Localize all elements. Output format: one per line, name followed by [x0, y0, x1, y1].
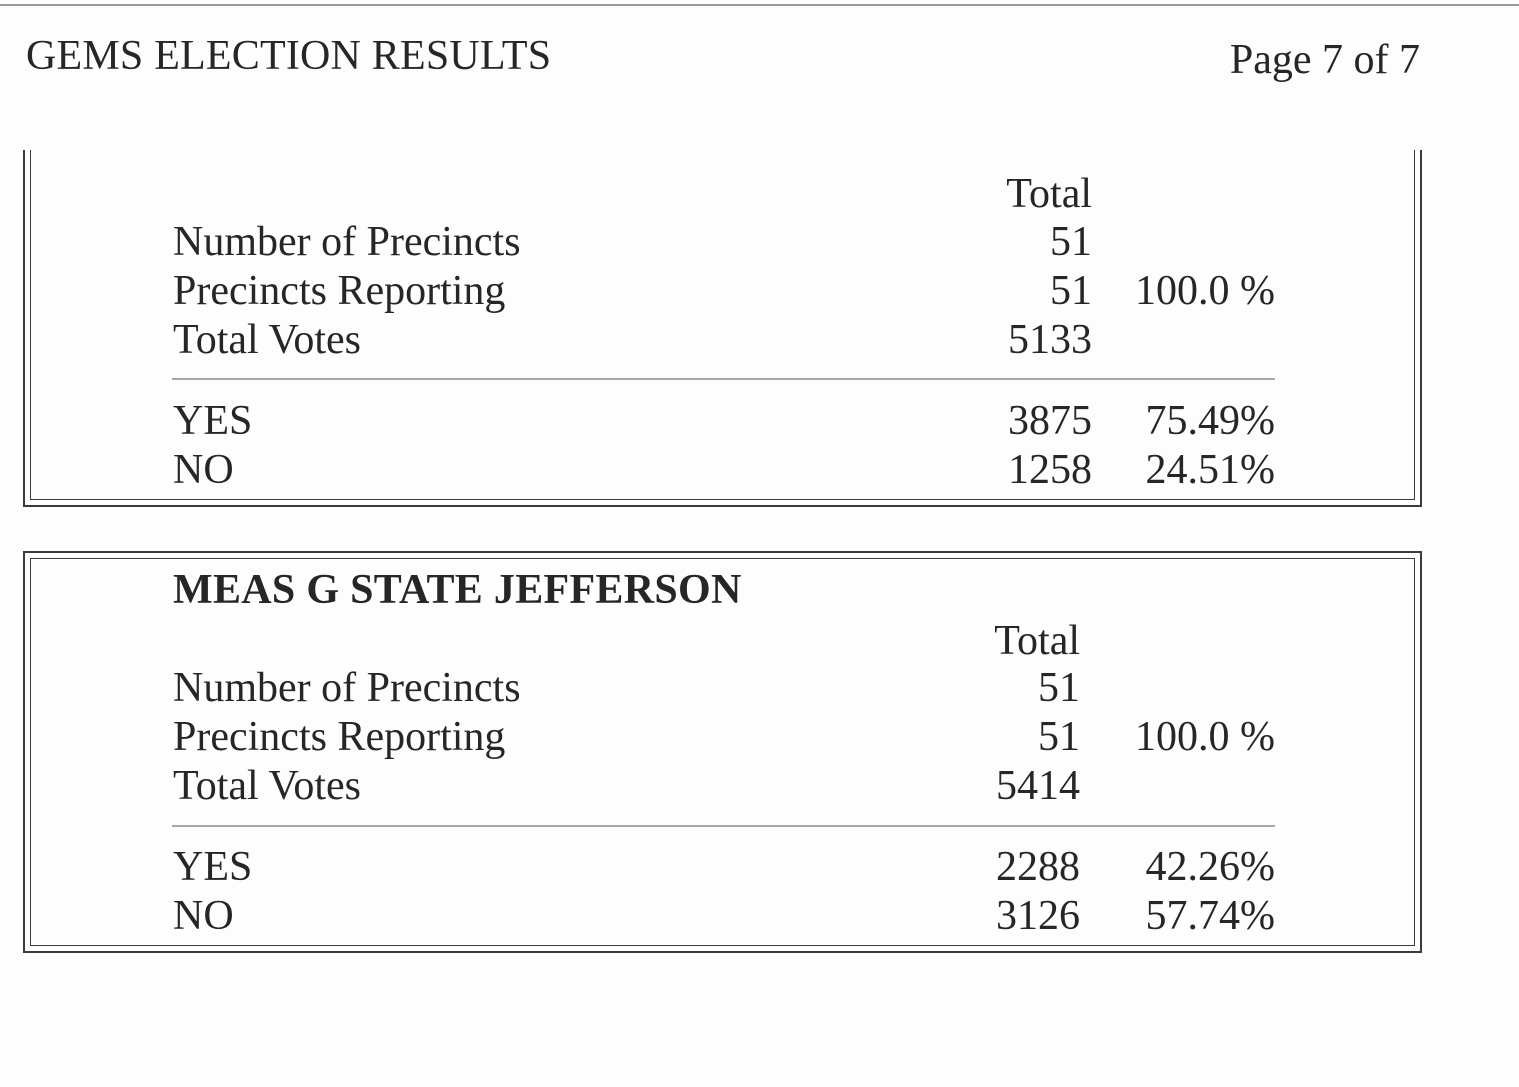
summary-label: Precincts Reporting — [173, 268, 506, 314]
summary-row-precincts-reporting — [173, 713, 1275, 761]
summary-row-total-votes — [173, 316, 1275, 364]
page-number: Page 7 of 7 — [1229, 37, 1420, 83]
choice-label: YES — [173, 398, 253, 444]
document-title: GEMS ELECTION RESULTS — [26, 33, 552, 79]
contest-title: MEAS G STATE JEFFERSON — [173, 567, 742, 613]
summary-row-number-of-precincts — [173, 218, 1275, 266]
choice-votes: 1258 — [1008, 447, 1092, 493]
choice-row-no — [173, 892, 1275, 940]
summary-label: Number of Precincts — [173, 219, 521, 265]
summary-row-number-of-precincts — [173, 664, 1275, 712]
total-column-header: Total — [1006, 171, 1092, 217]
choice-votes: 3126 — [996, 893, 1080, 939]
choice-row-yes — [173, 843, 1275, 891]
section-divider — [172, 378, 1275, 380]
top-border-line — [0, 4, 1519, 6]
summary-value: 51 — [1050, 268, 1092, 314]
summary-value: 51 — [1050, 219, 1092, 265]
choice-percent: 24.51% — [1145, 447, 1275, 493]
summary-value: 5133 — [1008, 317, 1092, 363]
summary-label: Total Votes — [173, 763, 362, 809]
section-divider — [172, 825, 1275, 827]
summary-value: 51 — [1038, 714, 1080, 760]
summary-value: 5414 — [996, 763, 1080, 809]
summary-label: Precincts Reporting — [173, 714, 506, 760]
choice-votes: 3875 — [1008, 398, 1092, 444]
summary-percent: 100.0 % — [1135, 268, 1275, 314]
choice-label: NO — [173, 893, 234, 939]
choice-label: YES — [173, 844, 253, 890]
choice-label: NO — [173, 447, 234, 493]
summary-percent: 100.0 % — [1135, 714, 1275, 760]
summary-label: Number of Precincts — [173, 665, 521, 711]
summary-value: 51 — [1038, 665, 1080, 711]
choice-row-yes — [173, 397, 1275, 445]
choice-percent: 57.74% — [1145, 893, 1275, 939]
choice-votes: 2288 — [996, 844, 1080, 890]
choice-percent: 75.49% — [1145, 398, 1275, 444]
choice-row-no — [173, 446, 1275, 494]
total-column-header: Total — [994, 618, 1080, 664]
summary-row-precincts-reporting — [173, 267, 1275, 315]
summary-label: Total Votes — [173, 317, 362, 363]
summary-row-total-votes — [173, 762, 1275, 810]
choice-percent: 42.26% — [1145, 844, 1275, 890]
